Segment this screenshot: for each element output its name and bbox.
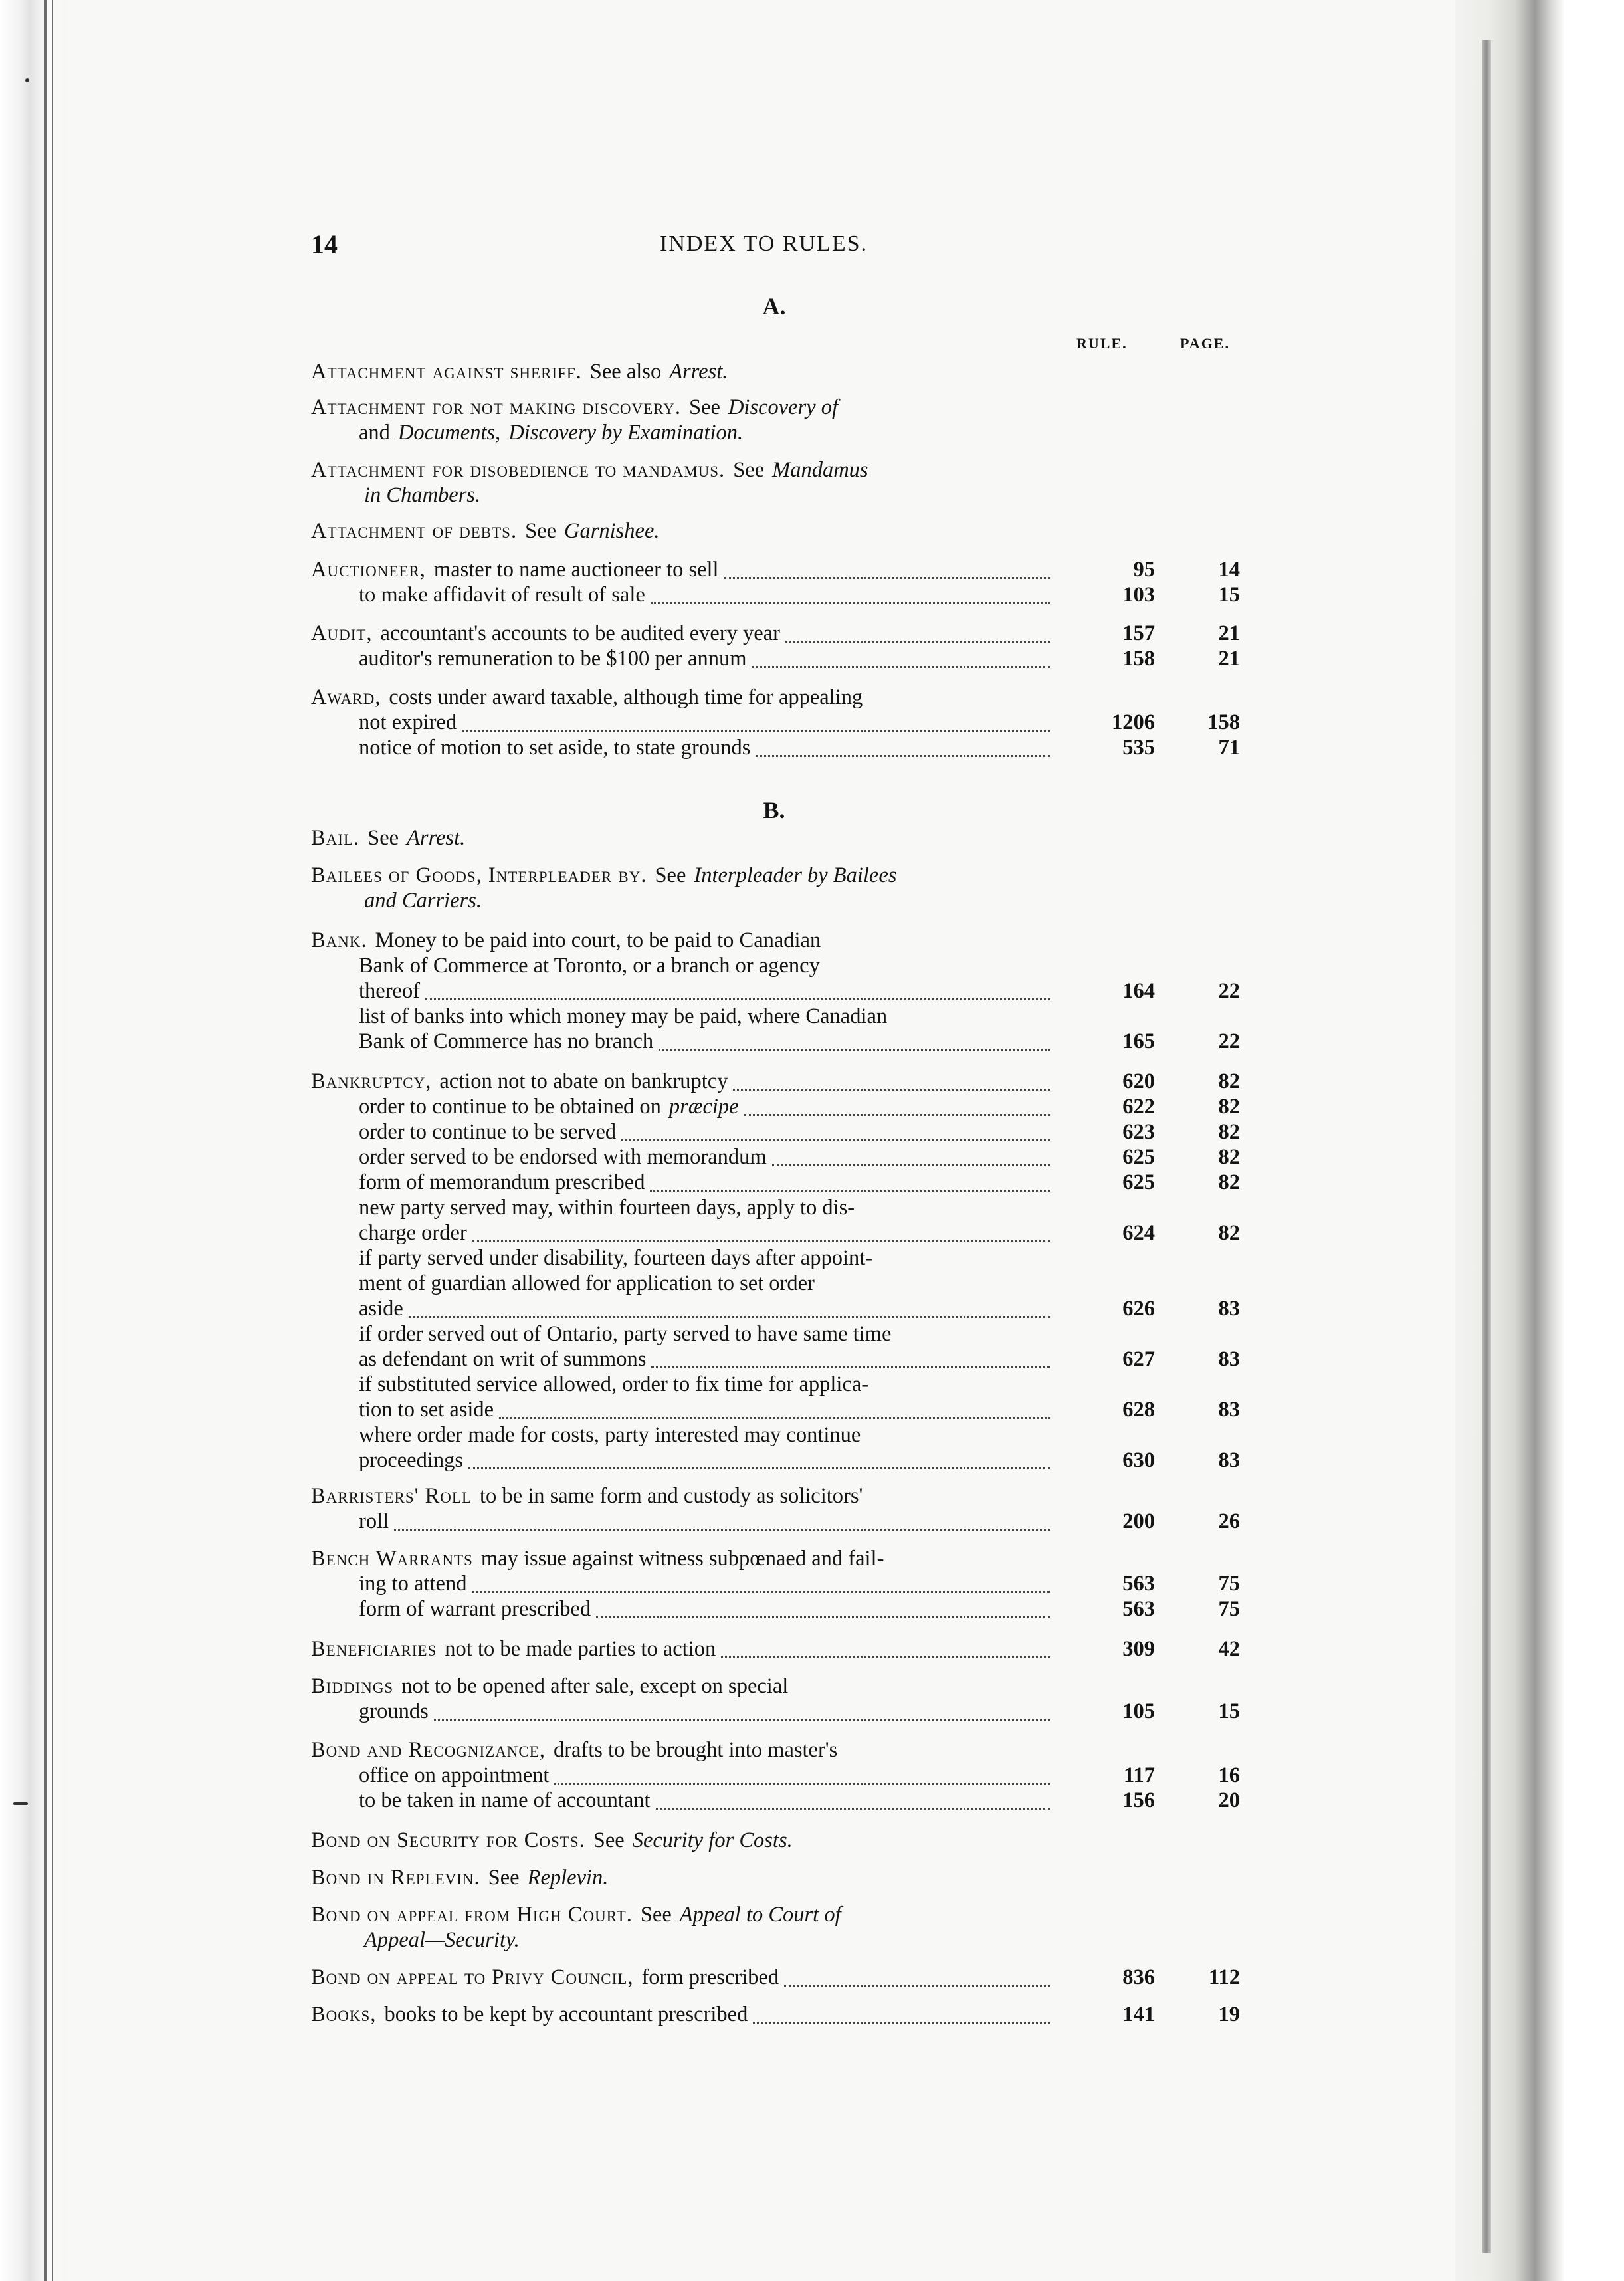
entry-text: to make affidavit of result of sale <box>359 583 645 607</box>
dot-leader <box>721 1656 1050 1658</box>
section-letter-b: B. <box>763 797 785 823</box>
entry-text: to be taken in name of accountant <box>359 1789 651 1812</box>
index-line <box>311 1246 1255 1271</box>
page-reference: 83 <box>1218 1398 1240 1422</box>
index-line <box>311 1965 1255 1990</box>
index-line <box>311 1321 1255 1347</box>
index-line <box>311 978 1255 1004</box>
entry-heading: Biddings <box>311 1674 394 1698</box>
index-entry <box>311 928 1255 1054</box>
dot-leader <box>733 1089 1050 1091</box>
rule-number: 563 <box>1122 1597 1155 1621</box>
index-entry <box>311 557 1255 607</box>
entry-text: notice of motion to set aside, to state grounds <box>359 736 751 760</box>
index-line <box>311 888 1255 913</box>
column-header-page: PAGE. <box>1180 335 1230 352</box>
dot-leader <box>434 1719 1050 1721</box>
index-line <box>311 685 1255 710</box>
dot-leader <box>752 666 1050 668</box>
page-reference: 82 <box>1218 1145 1240 1169</box>
scan-edge-line <box>52 0 53 2281</box>
page-reference: 15 <box>1218 1699 1240 1723</box>
entry-cross-reference: and Carriers. <box>364 889 482 913</box>
entry-heading: Bond and Recognizance, <box>311 1738 546 1762</box>
index-line <box>311 1596 1255 1622</box>
index-line <box>311 1865 1255 1890</box>
page-reference: 158 <box>1207 710 1240 734</box>
index-entry <box>311 1737 1255 1813</box>
index-line <box>311 621 1255 646</box>
entry-heading: Bail. <box>311 826 360 850</box>
page-reference: 21 <box>1218 621 1240 645</box>
index-entry <box>311 359 1255 384</box>
index-line <box>311 1699 1255 1724</box>
entry-cross-reference: in Chambers. <box>364 483 481 507</box>
dot-leader <box>659 1049 1050 1051</box>
dot-leader <box>394 1529 1050 1531</box>
entry-text: aside <box>359 1297 403 1321</box>
rule-number: 622 <box>1122 1095 1155 1119</box>
index-line <box>311 1069 1255 1094</box>
dot-leader <box>468 1467 1050 1469</box>
index-line <box>311 518 1255 544</box>
index-line <box>311 825 1255 851</box>
index-entry <box>311 395 1255 445</box>
entry-text: office on appointment <box>359 1763 550 1787</box>
entry-text: grounds <box>359 1699 429 1723</box>
index-line <box>311 2002 1255 2027</box>
entry-text: form prescribed <box>641 1965 779 1989</box>
rule-number: 535 <box>1122 736 1155 760</box>
section-letter-a: A. <box>762 293 786 320</box>
index-entry <box>311 621 1255 671</box>
entry-text: See <box>640 1903 672 1927</box>
page-reference: 16 <box>1218 1763 1240 1787</box>
dot-leader <box>462 730 1050 732</box>
entry-text: order served to be endorsed with memorandum <box>359 1145 767 1169</box>
dot-leader <box>724 577 1050 579</box>
entry-text: as defendant on writ of summons <box>359 1347 647 1371</box>
dot-leader <box>650 1190 1050 1192</box>
entry-heading: Bailees of Goods, Interpleader by. <box>311 863 647 887</box>
rule-number: 620 <box>1122 1069 1155 1093</box>
index-line <box>311 1144 1255 1170</box>
index-entry <box>311 1546 1255 1622</box>
dot-leader <box>409 1316 1050 1318</box>
index-line <box>311 420 1255 445</box>
dot-leader <box>472 1240 1050 1242</box>
index-line <box>311 953 1255 978</box>
page-reference: 22 <box>1218 1030 1240 1053</box>
page-reference: 82 <box>1218 1221 1240 1245</box>
index-entry <box>311 825 1255 851</box>
entry-text: new party served may, within fourteen days, apply to dis- <box>359 1196 855 1220</box>
rule-number: 156 <box>1122 1789 1155 1812</box>
page-header <box>311 229 896 262</box>
entry-heading: Bank. <box>311 928 367 952</box>
index-line <box>311 1483 1255 1509</box>
entry-heading: Attachment for disobedience to mandamus. <box>311 458 726 482</box>
page-reference: 83 <box>1218 1448 1240 1472</box>
index-entry <box>311 1069 1255 1473</box>
dot-leader <box>499 1417 1050 1419</box>
index-line <box>311 1347 1255 1372</box>
entry-text: and <box>359 421 390 445</box>
entry-cross-reference: Discovery by Examination. <box>508 421 744 445</box>
index-line <box>311 1422 1255 1448</box>
entry-heading: Barristers' Roll <box>311 1484 472 1508</box>
index-entry <box>311 2002 1255 2027</box>
index-entry <box>311 1674 1255 1724</box>
entry-text: See <box>733 458 765 482</box>
entry-text: See <box>593 1828 625 1852</box>
page-reference: 83 <box>1218 1347 1240 1371</box>
entry-heading: Bond in Replevin. <box>311 1866 480 1890</box>
entry-text: costs under award taxable, although time for appealing <box>389 685 863 709</box>
dot-leader <box>621 1139 1050 1141</box>
page-reference: 82 <box>1218 1170 1240 1194</box>
page-number: 14 <box>311 229 338 259</box>
index-line <box>311 1737 1255 1763</box>
rule-number: 165 <box>1122 1030 1155 1053</box>
index-entry <box>311 1965 1255 1990</box>
page-reference: 14 <box>1218 558 1240 582</box>
rule-number: 630 <box>1122 1448 1155 1472</box>
index-line <box>311 1372 1255 1397</box>
index-entry <box>311 863 1255 913</box>
entry-text: if party served under disability, fourteen days after appoint- <box>359 1246 873 1270</box>
entry-text: form of memorandum prescribed <box>359 1170 645 1194</box>
entry-text: master to name auctioneer to sell <box>433 558 719 582</box>
index-line <box>311 710 1255 735</box>
entry-heading: Beneficiaries <box>311 1637 437 1661</box>
dot-leader <box>425 998 1050 1000</box>
rule-number: 117 <box>1124 1763 1155 1787</box>
dot-leader <box>772 1164 1050 1166</box>
entry-heading: Bench Warrants <box>311 1547 473 1571</box>
rule-number: 624 <box>1122 1221 1155 1245</box>
page-reference: 20 <box>1218 1789 1240 1812</box>
index-line <box>311 1296 1255 1321</box>
rule-number: 157 <box>1122 621 1155 645</box>
rule-number: 103 <box>1122 583 1155 607</box>
page-reference: 26 <box>1218 1509 1240 1533</box>
rule-number: 628 <box>1122 1398 1155 1422</box>
dot-leader <box>596 1616 1050 1618</box>
index-line <box>311 1220 1255 1246</box>
page-reference: 19 <box>1218 2003 1240 2026</box>
dot-leader <box>756 755 1050 757</box>
entry-text: ment of guardian allowed for application to set order <box>359 1271 815 1295</box>
entry-heading: Attachment of debts. <box>311 519 518 543</box>
index-line <box>311 359 1255 384</box>
entry-text: See <box>689 395 720 419</box>
rule-number: 625 <box>1122 1170 1155 1194</box>
entry-text: action not to abate on bankruptcy <box>439 1069 728 1093</box>
entry-text: charge order <box>359 1221 467 1245</box>
entry-text: See also <box>589 360 662 383</box>
index-line <box>311 1763 1255 1788</box>
page-reference: 82 <box>1218 1095 1240 1119</box>
index-line <box>311 1004 1255 1029</box>
index-line <box>311 928 1255 953</box>
running-title: INDEX TO RULES. <box>660 231 868 256</box>
entry-text: Bank of Commerce has no branch <box>359 1030 654 1053</box>
page-reference: 82 <box>1218 1069 1240 1093</box>
entry-text: not expired <box>359 710 457 734</box>
rule-number: 200 <box>1122 1509 1155 1533</box>
index-line <box>311 483 1255 508</box>
index-line <box>311 735 1255 760</box>
entry-text: if substituted service allowed, order to fix time for applica- <box>359 1372 869 1396</box>
index-line <box>311 1674 1255 1699</box>
entry-heading: Audit, <box>311 621 373 645</box>
entry-text: tion to set aside <box>359 1398 494 1422</box>
entry-cross-reference: Replevin. <box>527 1866 609 1890</box>
rule-number: 164 <box>1122 979 1155 1003</box>
rule-number: 158 <box>1122 647 1155 671</box>
entry-heading: Attachment for not making discovery. <box>311 395 681 419</box>
index-line <box>311 1509 1255 1534</box>
entry-text: not to be opened after sale, except on special <box>401 1674 789 1698</box>
entry-cross-reference: Discovery of <box>728 395 839 419</box>
index-line <box>311 1571 1255 1596</box>
scan-left-margin <box>0 0 66 2281</box>
column-header-rule: RULE. <box>1076 335 1128 352</box>
index-entry <box>311 1636 1255 1662</box>
index-line <box>311 646 1255 671</box>
rule-number: 105 <box>1122 1699 1155 1723</box>
entry-heading: Bond on appeal to Privy Council, <box>311 1965 634 1989</box>
entry-heading: Award, <box>311 685 381 709</box>
entry-text: drafts to be brought into master's <box>553 1738 838 1762</box>
index-entry <box>311 518 1255 544</box>
entry-text: form of warrant prescribed <box>359 1597 591 1621</box>
entry-text: Money to be paid into court, to be paid to Canadian <box>375 928 821 952</box>
index-entry <box>311 1483 1255 1534</box>
rule-number: 627 <box>1122 1347 1155 1371</box>
rule-number: 626 <box>1122 1297 1155 1321</box>
entry-text: to be in same form and custody as solicitors' <box>480 1484 863 1508</box>
entry-text: order to continue to be served <box>359 1120 617 1144</box>
index-line <box>311 457 1255 483</box>
index-line <box>311 1094 1255 1119</box>
entry-text: list of banks into which money may be paid, where Canadian <box>359 1004 888 1028</box>
index-line <box>311 1397 1255 1422</box>
page-reference: 112 <box>1209 1965 1240 1989</box>
entry-heading: Books, <box>311 2003 377 2026</box>
entry-text: where order made for costs, party interested may continue <box>359 1423 861 1447</box>
index-line <box>311 582 1255 607</box>
index-line <box>311 395 1255 420</box>
scan-page-edge <box>1482 40 1491 2253</box>
entry-cross-reference: Interpleader by Bailees <box>694 863 897 887</box>
entry-cross-reference: Documents, <box>397 421 501 445</box>
entry-cross-reference: Arrest. <box>669 360 728 383</box>
index-line <box>311 1546 1255 1571</box>
index-entry <box>311 457 1255 508</box>
index-line <box>311 1828 1255 1853</box>
entry-text: if order served out of Ontario, party served to have same time <box>359 1322 892 1346</box>
entry-text: proceedings <box>359 1448 464 1472</box>
index-line <box>311 863 1255 888</box>
entry-text: order to continue to be obtained on <box>359 1095 661 1119</box>
index-line <box>311 1902 1255 1927</box>
dot-leader <box>651 602 1050 604</box>
entry-cross-reference: Security for Costs. <box>632 1828 793 1852</box>
dot-leader <box>651 1366 1050 1368</box>
index-line <box>311 1271 1255 1296</box>
scan-speck <box>25 78 29 82</box>
entry-text: ing to attend <box>359 1572 467 1596</box>
entry-text: See <box>525 519 557 543</box>
index-entry <box>311 1828 1255 1853</box>
dot-leader <box>785 641 1050 643</box>
page-reference: 82 <box>1218 1120 1240 1144</box>
entry-text: books to be kept by accountant prescribed <box>384 2003 748 2026</box>
entry-text: Bank of Commerce at Toronto, or a branch or agency <box>359 954 820 978</box>
rule-number: 309 <box>1122 1637 1155 1661</box>
entry-text: auditor's remuneration to be $100 per annum <box>359 647 747 671</box>
entry-text: not to be made parties to action <box>445 1637 716 1661</box>
index-line <box>311 1119 1255 1144</box>
entry-cross-reference: Appeal—Security. <box>364 1928 520 1952</box>
dot-leader <box>554 1783 1050 1785</box>
page-reference: 22 <box>1218 979 1240 1003</box>
index-line <box>311 1170 1255 1195</box>
entry-text: thereof <box>359 979 421 1003</box>
entry-cross-reference: Arrest. <box>407 826 466 850</box>
rule-number: 95 <box>1133 558 1155 582</box>
rule-number: 625 <box>1122 1145 1155 1169</box>
index-line <box>311 1788 1255 1813</box>
rule-number: 1206 <box>1112 710 1155 734</box>
index-line <box>311 1029 1255 1054</box>
page-reference: 75 <box>1218 1572 1240 1596</box>
page-reference: 71 <box>1218 736 1240 760</box>
entry-text: roll <box>359 1509 389 1533</box>
entry-cross-reference: Mandamus <box>772 458 868 482</box>
page-reference: 42 <box>1218 1637 1240 1661</box>
entry-heading: Bankruptcy, <box>311 1069 432 1093</box>
entry-text: See <box>488 1866 520 1890</box>
dot-leader <box>656 1808 1050 1810</box>
dot-leader <box>472 1591 1050 1593</box>
page-reference: 15 <box>1218 583 1240 607</box>
rule-number: 141 <box>1122 2003 1155 2026</box>
rule-number: 623 <box>1122 1120 1155 1144</box>
entry-heading: Bond on appeal from High Court. <box>311 1903 633 1927</box>
index-line <box>311 557 1255 582</box>
entry-cross-reference: præcipe <box>668 1095 739 1119</box>
index-entry <box>311 1902 1255 1953</box>
dot-leader <box>753 2022 1050 2024</box>
index-line <box>311 1195 1255 1220</box>
index-entry <box>311 685 1255 760</box>
entry-text: See <box>655 863 686 887</box>
entry-text: accountant's accounts to be audited every year <box>380 621 780 645</box>
rule-number: 563 <box>1122 1572 1155 1596</box>
index-line <box>311 1448 1255 1473</box>
dot-leader <box>744 1114 1050 1116</box>
entry-text: may issue against witness subpœnaed and fail- <box>480 1547 884 1571</box>
page-reference: 21 <box>1218 647 1240 671</box>
page-reference: 83 <box>1218 1297 1240 1321</box>
rule-number: 836 <box>1122 1965 1155 1989</box>
scan-edge-line <box>44 0 47 2281</box>
dot-leader <box>784 1985 1050 1987</box>
entry-text: See <box>367 826 399 850</box>
scan-right-margin <box>1455 0 1624 2281</box>
entry-cross-reference: Appeal to Court of <box>679 1903 841 1927</box>
entry-heading: Bond on Security for Costs. <box>311 1828 585 1852</box>
index-line <box>311 1927 1255 1953</box>
index-entry <box>311 1865 1255 1890</box>
entry-heading: Auctioneer, <box>311 558 426 582</box>
index-line <box>311 1636 1255 1662</box>
page-reference: 75 <box>1218 1597 1240 1621</box>
entry-heading: Attachment against sheriff. <box>311 360 582 383</box>
entry-cross-reference: Garnishee. <box>564 519 660 543</box>
scan-speck <box>13 1802 28 1805</box>
